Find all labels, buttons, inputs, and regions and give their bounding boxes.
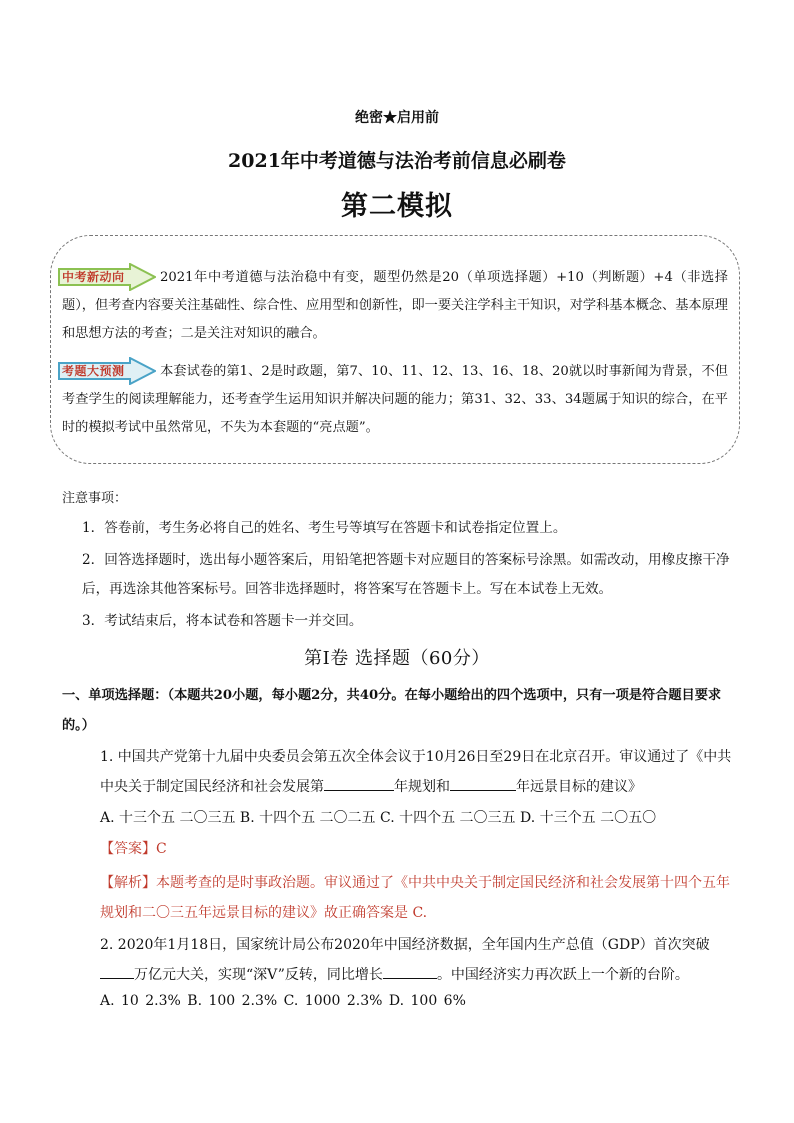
question-2-options: A. 10 2.3% B. 100 2.3% C. 1000 2.3% D. 100 6% xyxy=(100,993,466,1009)
exam-trend-text: 2021年中考道德与法治稳中有变，题型仍然是20（单项选择题）+10（判断题）+4（非选择题），但考查内容要关注基础性、综合性、应用型和创新性，即一要关注学科主干知识，对学科基本概念、基本原理和思想方法的考查；二是关注对知识的融合。 xyxy=(62,270,728,341)
answer-blank xyxy=(383,964,437,979)
question-1-answer: 【答案】C xyxy=(100,841,167,857)
answer-blank xyxy=(450,776,516,791)
answer-blank xyxy=(324,776,394,791)
notice-item-2: 2．回答选择题时，选出每小题答案后，用铅笔把答题卡对应题目的答案标号涂黑。如需改动，用橡皮擦干净后，再选涂其他答案标号。回答非选择题时，将答案写在答题卡上。写在本试卷上无效。 xyxy=(82,552,730,597)
notice-item-1: 1．答卷前，考生务必将自己的姓名、考生号等填写在答题卡和试卷指定位置上。 xyxy=(82,520,567,536)
question-1-stem: 1. 中国共产党第十九届中央委员会第五次全体会议于10月26日至29日在北京召开。审议通过了《中共中央关于制定国民经济和社会发展第 年规划和 年远景目标的建议》 xyxy=(100,749,732,795)
exam-subtitle: 第二模拟 xyxy=(341,191,453,222)
answer-blank xyxy=(100,964,134,979)
tag-exam-trend-label: 中考新动向 xyxy=(62,270,125,284)
notice-title: 注意事项： xyxy=(62,491,128,506)
confidential-mark: 绝密★启用前 xyxy=(355,110,439,126)
exam-title: 2021年中考道德与法治考前信息必刷卷 xyxy=(228,150,566,172)
question-2-stem: 2. 2020年1月18日，国家统计局公布2020年中国经济数据，全年国内生产总值（GDP）首次突破万亿元大关，实现“深V”反转，同比增长 。中国经济实力再次跃上一个新的台阶。 xyxy=(100,937,710,983)
exam-forecast-text: 本套试卷的第1、2是时政题，第7、10、11、12、13、16、18、20就以时事新闻为背景，不但考查学生的阅读理解能力，还考查学生运用知识并解决问题的能力；第31、32、33、34题属于知识的综合，在平时的模拟考试中虽然常见，不失为本套题的“亮点题”。 xyxy=(62,364,728,435)
section-title: 第I卷 选择题（60分） xyxy=(304,648,490,669)
question-1-analysis: 【解析】本题考查的是时事政治题。审议通过了《中共中央关于制定国民经济和社会发展第十四个五年规划和二〇三五年远景目标的建议》故正确答案是 C. xyxy=(100,875,730,921)
notice-item-3: 3．考试结束后，将本试卷和答题卡一并交回。 xyxy=(82,613,363,629)
section-intro: 一、单项选择题：（本题共20小题，每小题2分，共40分。在每小题给出的四个选项中，只有一项是符合题目要求的。） xyxy=(62,688,722,733)
question-1-options: A. 十三个五 二〇三五 B. 十四个五 二〇二五 C. 十四个五 二〇三五 D. 十三个五 二〇五〇 xyxy=(100,810,657,826)
tag-exam-forecast-label: 考题大预测 xyxy=(62,364,125,378)
